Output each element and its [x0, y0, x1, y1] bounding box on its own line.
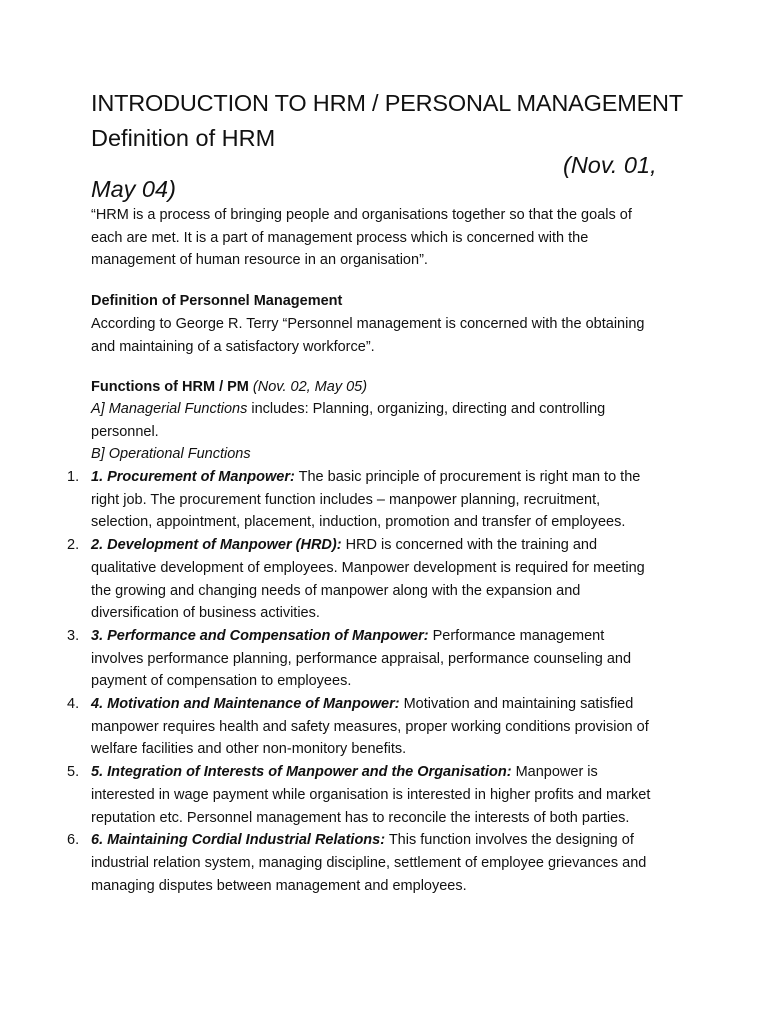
list-item-line: diversification of business activities. — [91, 605, 320, 622]
function-text: Performance management — [428, 627, 605, 644]
list-item-body — [91, 761, 691, 829]
list-item-body — [91, 625, 691, 693]
function-text: Motivation and maintaining satisfied — [399, 696, 634, 713]
functions-heading-label: Functions of HRM / PM — [91, 379, 249, 395]
operational-functions-label: B] Operational Functions — [91, 446, 251, 462]
list-item-first-line — [91, 534, 691, 557]
function-title: 6. Maintaining Cordial Industrial Relations: — [91, 832, 386, 849]
function-text: The basic principle of procurement is right man to the — [294, 469, 641, 485]
function-title: 5. Integration of Interests of Manpower and the Organisation: — [91, 764, 512, 781]
paragraph-line: each are met. It is a part of management process which is concerned with the — [91, 229, 589, 246]
exam-date-reference-part1: (Nov. 01, — [563, 152, 657, 178]
list-item-first-line — [91, 466, 691, 489]
list-item — [0, 761, 768, 829]
document-title: INTRODUCTION TO HRM / PERSONAL MANAGEMENT — [91, 90, 683, 116]
personnel-management-heading: Definition of Personnel Management — [91, 293, 343, 309]
hrm-definition-paragraph — [91, 204, 681, 272]
function-title: 3. Performance and Compensation of Manpower: — [91, 627, 429, 644]
function-title: 1. Procurement of Manpower: — [91, 469, 295, 485]
list-number: 6. — [67, 832, 80, 849]
function-text: Manpower is — [511, 764, 598, 781]
list-number: 2. — [67, 537, 80, 554]
managerial-functions-text: includes: Planning, organizing, directing and controlling — [247, 401, 606, 417]
list-number: 3. — [67, 627, 80, 644]
functions-heading — [91, 376, 367, 398]
list-item-first-line — [91, 693, 691, 716]
list-item-line: payment of compensation to employees. — [91, 673, 352, 690]
list-item-line: welfare facilities and other non-monitory benefits. — [91, 741, 407, 758]
list-item-line: right job. The procurement function includes – manpower planning, recruitment, — [91, 491, 601, 508]
list-item-line: industrial relation system, managing discipline, settlement of employee grievances and — [91, 854, 647, 871]
function-title: 4. Motivation and Maintenance of Manpower: — [91, 696, 400, 713]
exam-date-reference-part2: May 04) — [91, 176, 176, 202]
list-item-line: manpower requires health and safety measures, proper working conditions provision of — [91, 718, 649, 735]
list-item — [0, 466, 768, 534]
list-item-line: qualitative development of employees. Manpower development is required for meeting — [91, 559, 645, 576]
managerial-functions — [91, 398, 605, 443]
list-number: 4. — [67, 696, 80, 713]
list-number: 5. — [67, 764, 80, 781]
list-item — [0, 693, 768, 761]
paragraph-line: and maintaining of a satisfactory workforce”. — [91, 338, 375, 355]
list-item-line: managing disputes between management and employees. — [91, 877, 467, 894]
list-item — [0, 534, 768, 625]
paragraph-line: According to George R. Terry “Personnel management is concerned with the obtaining — [91, 316, 645, 332]
function-text: This function involves the designing of — [385, 832, 634, 849]
paragraph-line: management of human resource in an organisation”. — [91, 252, 428, 269]
personnel-management-definition — [91, 313, 681, 358]
list-item-body — [91, 829, 691, 897]
managerial-line — [91, 398, 605, 421]
list-item — [0, 829, 768, 897]
list-item-first-line — [91, 761, 691, 784]
function-text: HRD is concerned with the training and — [341, 537, 598, 554]
hrm-definition-heading: Definition of HRM — [91, 125, 276, 151]
list-item-line: interested in wage payment while organisation is interested in higher profits and market — [91, 786, 651, 803]
managerial-line: personnel. — [91, 423, 159, 440]
list-item-body — [91, 693, 691, 761]
list-item-line: selection, appointment, placement, induction, promotion and transfer of employees. — [91, 514, 626, 531]
list-item — [0, 625, 768, 693]
list-item-line: involves performance planning, performance appraisal, performance counseling and — [91, 650, 632, 667]
list-item-body — [91, 466, 691, 534]
operational-functions-list — [0, 466, 768, 897]
list-item-line: reputation etc. Personnel management has to reconcile the interests of both parties. — [91, 809, 630, 826]
paragraph-line: “HRM is a process of bringing people and organisations together so that the goals of — [91, 207, 632, 223]
list-item-first-line — [91, 829, 691, 852]
list-item-first-line — [91, 625, 691, 648]
list-item-line: the growing and changing needs of manpower along with the expansion and — [91, 582, 581, 599]
managerial-functions-label: A] Managerial Functions — [91, 401, 248, 417]
functions-heading-reference: (Nov. 02, May 05) — [252, 379, 368, 395]
list-item-body — [91, 534, 691, 625]
list-number: 1. — [67, 469, 80, 485]
function-title: 2. Development of Manpower (HRD): — [91, 537, 342, 554]
